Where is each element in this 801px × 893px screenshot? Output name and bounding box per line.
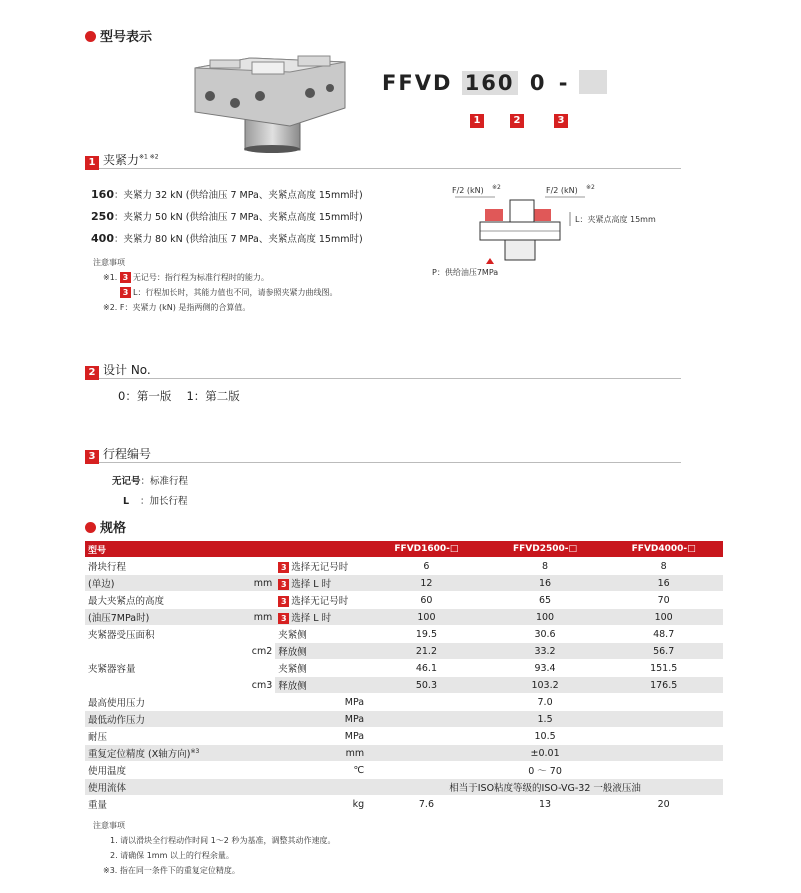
svg-text:※2: ※2 bbox=[492, 184, 501, 191]
model-part-3 bbox=[579, 70, 607, 94]
table-row: 最大夹紧点的高度 3 选择无记号时 60 65 70 bbox=[85, 592, 723, 609]
model-part-1: 160 bbox=[462, 71, 518, 95]
section-title-model: 型号表示 bbox=[85, 26, 152, 45]
table-row: 滑块行程 3 选择无记号时 6 8 8 bbox=[85, 558, 723, 575]
table-row: cm3 释放侧 50.3 103.2 176.5 bbox=[85, 677, 723, 694]
table-row: 重复定位精度 (X轴方向)$^{※3}$ mm ±0.01 bbox=[85, 745, 723, 762]
clamp-diagram bbox=[430, 180, 680, 280]
table-header: 型号 FFVD1600-□ FFVD2500-□ FFVD4000-□ bbox=[85, 541, 723, 558]
design-no-text: 0：第一版 1：第二版 bbox=[118, 389, 240, 403]
section-1-notes: 注意事项 ※1. 3 无记号：指行程为标准行程时的能力。 3 L：行程加长时，其能力值也不同，请参照夹紧力曲线图。 ※2. F：夹紧力 (kN) 是指两侧的合算值。 bbox=[93, 258, 338, 312]
section-1-header: 1 夹紧力$^{※1 ※2}$ bbox=[85, 150, 681, 169]
table-row: 夹紧器受压面积 夹紧侧 19.5 30.6 48.7 bbox=[85, 626, 723, 643]
stroke-item: L ：加长行程 bbox=[122, 496, 188, 507]
stroke-list bbox=[112, 472, 188, 512]
section-title-spec: 规格 bbox=[85, 517, 126, 536]
bullet-icon bbox=[85, 31, 96, 42]
table-row: 耐压 MPa 10.5 bbox=[85, 728, 723, 745]
pressure-label: P：供给油压7MPa bbox=[432, 268, 499, 277]
table-row: 使用温度 ℃ 0 ～ 70 bbox=[85, 762, 723, 779]
table-row: (单边) mm 3 选择 L 时 12 16 16 bbox=[85, 575, 723, 592]
force-list bbox=[80, 184, 363, 250]
table-row: 最低动作压力 MPa 1.5 bbox=[85, 711, 723, 728]
section-2-header: 2 设计 No. bbox=[85, 360, 681, 379]
spec-table bbox=[85, 541, 723, 813]
table-row: 最高使用压力 MPa 7.0 bbox=[85, 694, 723, 711]
force-right-label: F/2 (kN) bbox=[546, 186, 578, 195]
table-row: cm2 释放侧 21.2 33.2 56.7 bbox=[85, 643, 723, 660]
force-item: 160：夹紧力 32 kN (供给油压 7 MPa、夹紧点高度 15mm时) bbox=[91, 188, 363, 201]
table-row: 夹紧器容量 夹紧侧 46.1 93.4 151.5 bbox=[85, 660, 723, 677]
force-item: 400：夹紧力 80 kN (供给油压 7 MPa、夹紧点高度 15mm时) bbox=[91, 232, 363, 245]
product-image bbox=[190, 48, 350, 154]
bullet-icon bbox=[85, 522, 96, 533]
model-code: FFVD 160 0 - bbox=[382, 70, 607, 95]
section-3-header: 3 行程编号 bbox=[85, 444, 681, 463]
force-left-label: F/2 (kN) bbox=[452, 186, 484, 195]
code-num-2: 2 bbox=[510, 114, 524, 128]
force-item: 250：夹紧力 50 kN (供给油压 7 MPa、夹紧点高度 15mm时) bbox=[91, 210, 363, 223]
table-row: 使用流体 相当于ISO粘度等级的ISO-VG-32 一般液压油 bbox=[85, 779, 723, 796]
table-row: 重量 kg 7.6 13 20 bbox=[85, 796, 723, 813]
stroke-item: 无记号：标准行程 bbox=[112, 476, 189, 487]
svg-text:※2: ※2 bbox=[586, 184, 595, 191]
code-num-3: 3 bbox=[554, 114, 568, 128]
code-num-1: 1 bbox=[470, 114, 484, 128]
clamp-height-label: L：夹紧点高度 15mm bbox=[575, 215, 656, 224]
table-row: (油压7MPa时) mm 3 选择 L 时 100 100 100 bbox=[85, 609, 723, 626]
spec-notes: 注意事项 1. 请以滑块全行程动作时间 1～2 秒为基准，调整其动作速度。 2. 请确保 1mm 以上的行程余量。 ※3. 指在同一条件下的重复定位精度。 bbox=[93, 821, 336, 875]
model-part-2: 0 bbox=[529, 71, 547, 95]
